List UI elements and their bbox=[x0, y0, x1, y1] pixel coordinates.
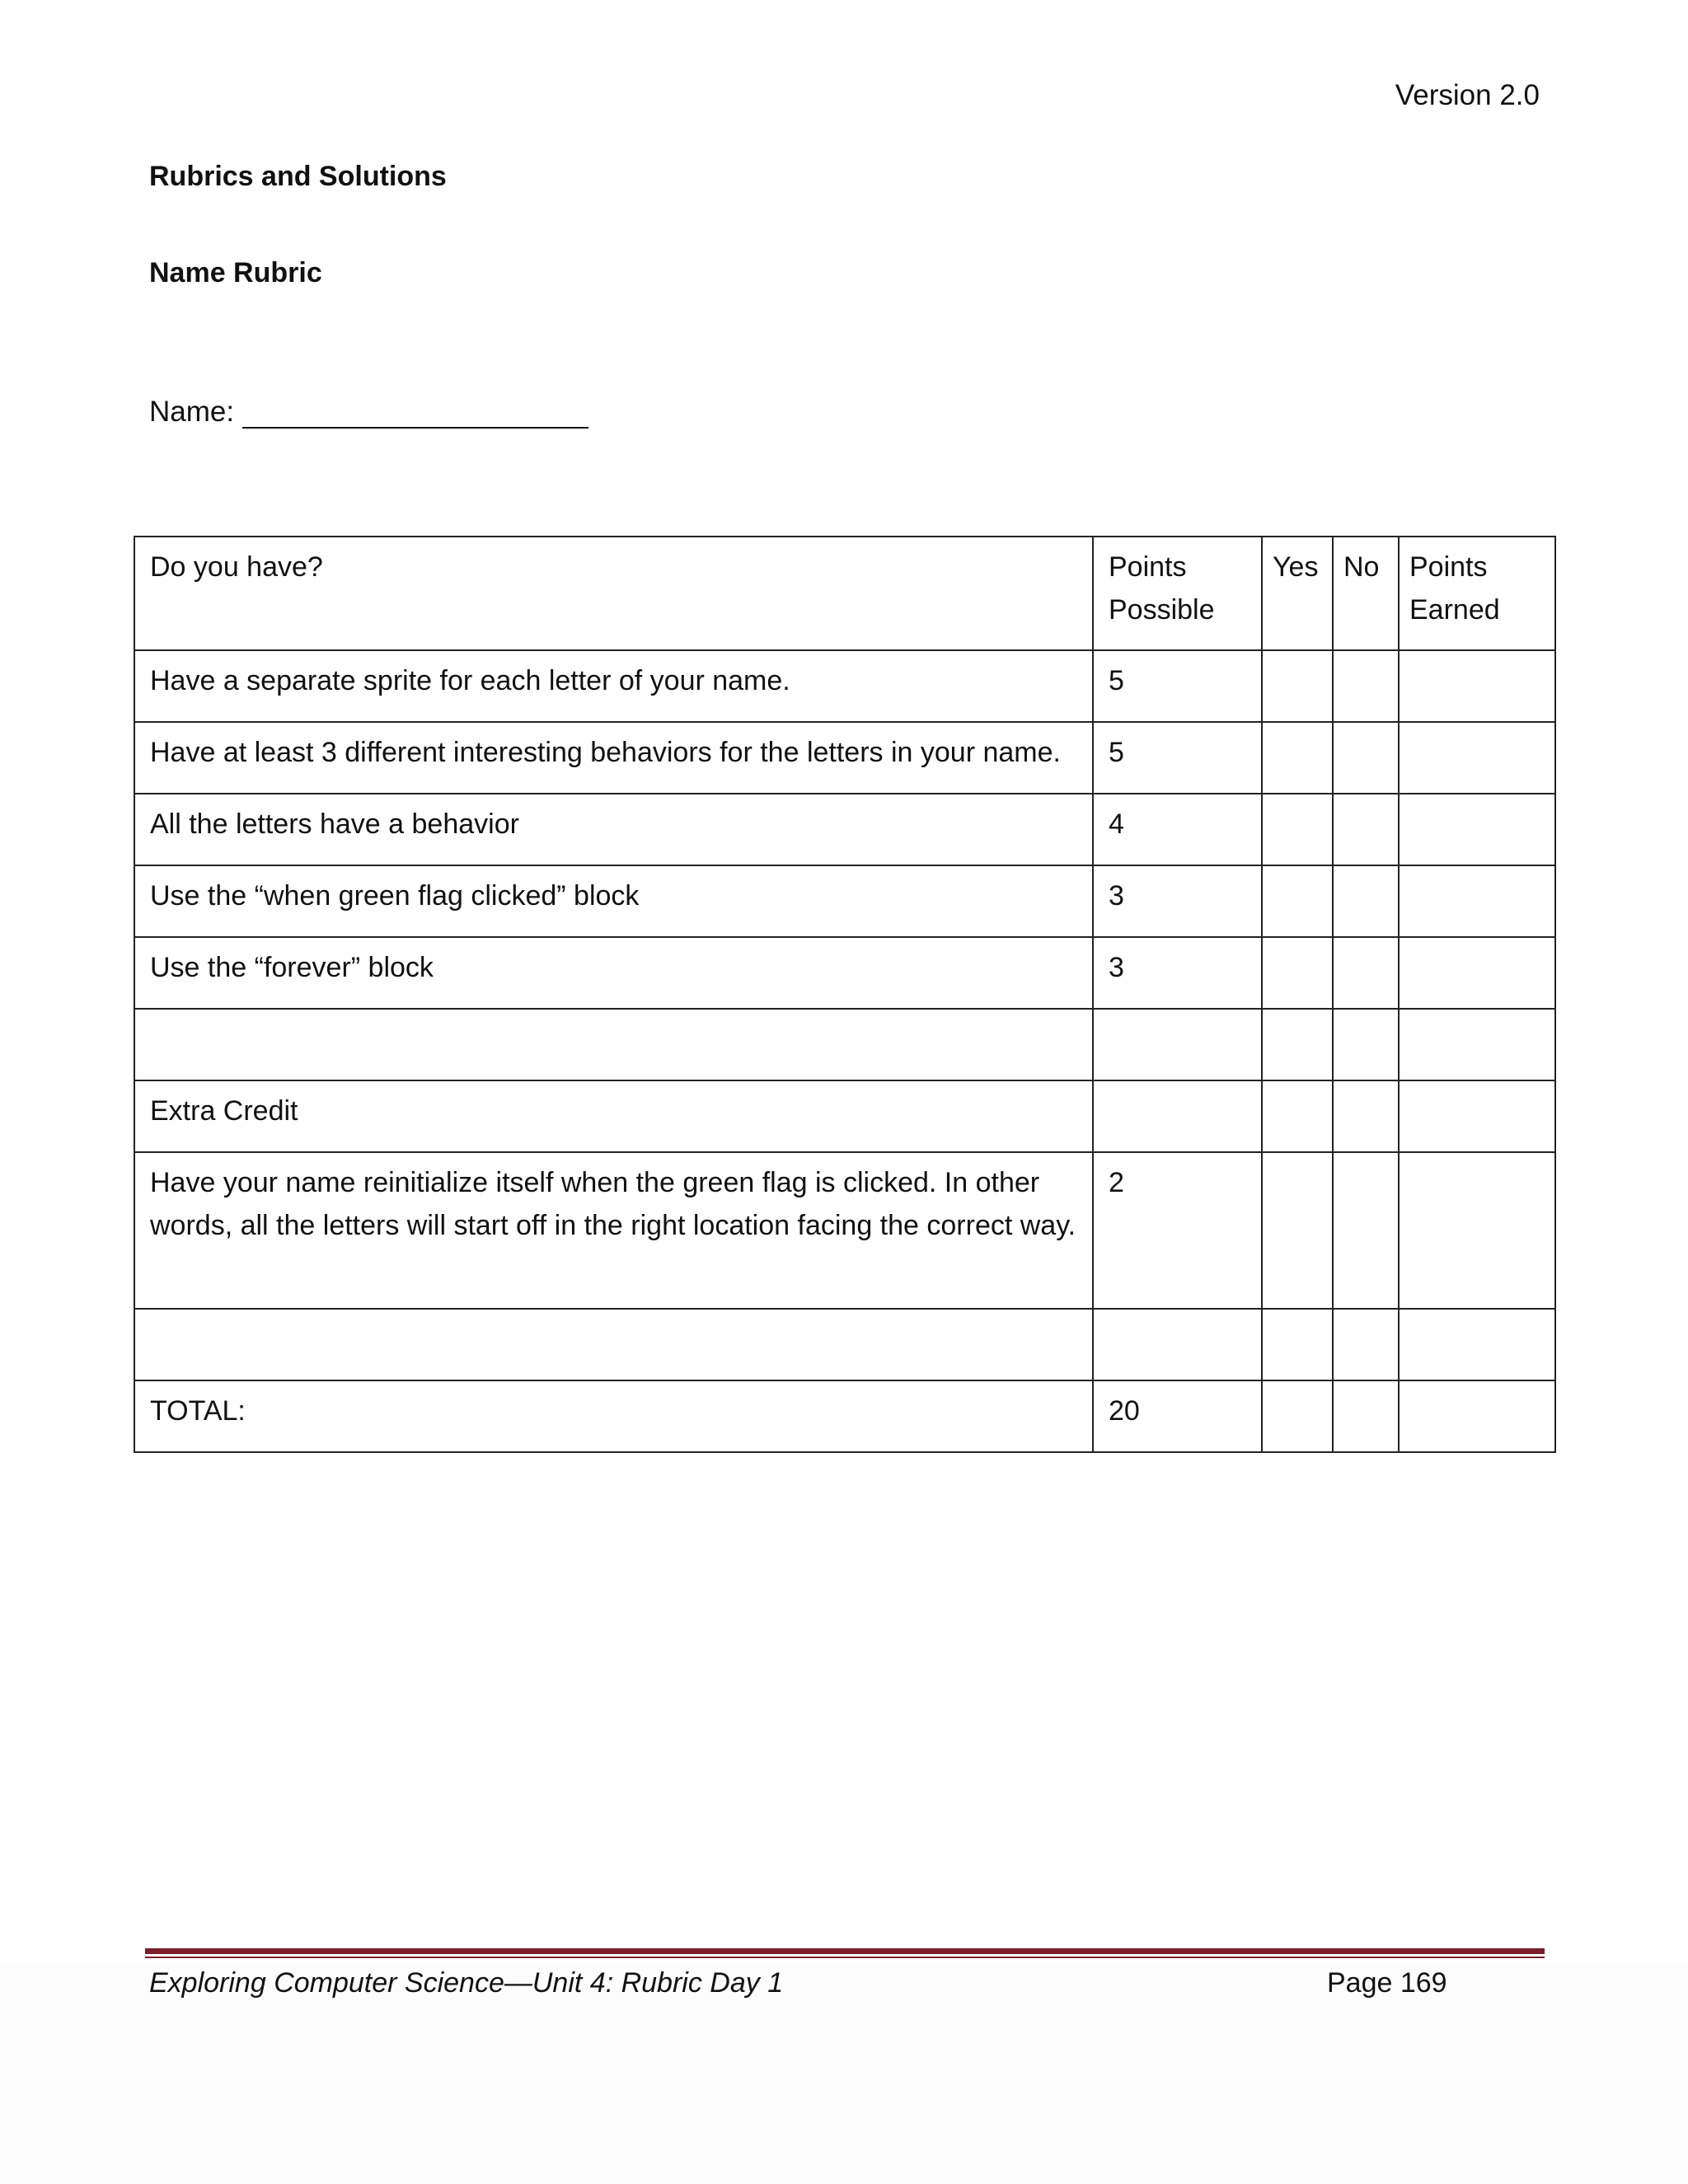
header-no: No bbox=[1333, 537, 1399, 650]
row-no-cell bbox=[1333, 937, 1399, 1009]
row-no-cell bbox=[1333, 1152, 1399, 1309]
row-earned-cell bbox=[1399, 1152, 1555, 1309]
table-row-empty bbox=[134, 1009, 1555, 1080]
row-no-cell bbox=[1333, 794, 1399, 865]
header-points-earned: Points Earned bbox=[1399, 537, 1555, 650]
footer-rule bbox=[145, 1948, 1545, 1958]
row-earned-cell bbox=[1399, 937, 1555, 1009]
row-earned-cell bbox=[1399, 1080, 1555, 1152]
name-blank-line bbox=[242, 397, 588, 429]
row-yes-cell bbox=[1262, 1309, 1333, 1380]
version-label: Version 2.0 bbox=[1395, 79, 1540, 111]
row-item bbox=[134, 1009, 1093, 1080]
total-points: 20 bbox=[1093, 1380, 1262, 1452]
footer-rule-thick bbox=[145, 1948, 1545, 1954]
row-no-cell bbox=[1333, 865, 1399, 937]
rubric-title: Name Rubric bbox=[149, 257, 322, 288]
row-yes-cell bbox=[1262, 794, 1333, 865]
row-earned-cell bbox=[1399, 1009, 1555, 1080]
row-points bbox=[1093, 1309, 1262, 1380]
row-earned-cell bbox=[1399, 650, 1555, 722]
row-earned-cell bbox=[1399, 722, 1555, 794]
footer-course-title: Exploring Computer Science—Unit 4: Rubric Day 1 bbox=[149, 1967, 784, 1999]
row-item: Have your name reinitialize itself when the green flag is clicked. In other words, all the letters will start off in the right location facing the correct way. bbox=[134, 1152, 1093, 1309]
table-header-row bbox=[134, 537, 1555, 650]
row-no-cell bbox=[1333, 1309, 1399, 1380]
row-no-cell bbox=[1333, 722, 1399, 794]
table-row bbox=[134, 650, 1555, 722]
row-item: Use the “when green flag clicked” block bbox=[134, 865, 1093, 937]
row-earned-cell bbox=[1399, 1309, 1555, 1380]
row-earned-cell bbox=[1399, 794, 1555, 865]
row-yes-cell bbox=[1262, 937, 1333, 1009]
row-points bbox=[1093, 1009, 1262, 1080]
row-points: 3 bbox=[1093, 937, 1262, 1009]
table-row-total bbox=[134, 1380, 1555, 1452]
row-item: All the letters have a behavior bbox=[134, 794, 1093, 865]
row-earned-cell bbox=[1399, 1380, 1555, 1452]
row-points: 5 bbox=[1093, 722, 1262, 794]
rubric-table bbox=[134, 536, 1556, 1453]
name-label: Name: bbox=[149, 396, 235, 428]
row-no-cell bbox=[1333, 1009, 1399, 1080]
table-row bbox=[134, 865, 1555, 937]
row-points bbox=[1093, 1080, 1262, 1152]
row-yes-cell bbox=[1262, 650, 1333, 722]
row-item bbox=[134, 1309, 1093, 1380]
row-yes-cell bbox=[1262, 1080, 1333, 1152]
total-label: TOTAL: bbox=[134, 1380, 1093, 1452]
row-earned-cell bbox=[1399, 865, 1555, 937]
header-yes: Yes bbox=[1262, 537, 1333, 650]
table-row-extra-credit-label bbox=[134, 1080, 1555, 1152]
table-row-empty bbox=[134, 1309, 1555, 1380]
row-points: 5 bbox=[1093, 650, 1262, 722]
table-row bbox=[134, 794, 1555, 865]
row-item: Have a separate sprite for each letter of your name. bbox=[134, 650, 1093, 722]
row-yes-cell bbox=[1262, 1380, 1333, 1452]
row-no-cell bbox=[1333, 650, 1399, 722]
row-yes-cell bbox=[1262, 722, 1333, 794]
table-row bbox=[134, 1152, 1555, 1309]
row-item: Have at least 3 different interesting behaviors for the letters in your name. bbox=[134, 722, 1093, 794]
row-item: Extra Credit bbox=[134, 1080, 1093, 1152]
row-item: Use the “forever” block bbox=[134, 937, 1093, 1009]
row-no-cell bbox=[1333, 1080, 1399, 1152]
footer-page-number: Page 169 bbox=[1327, 1967, 1447, 1999]
name-field bbox=[149, 396, 588, 429]
row-points: 2 bbox=[1093, 1152, 1262, 1309]
table-row bbox=[134, 937, 1555, 1009]
row-points: 3 bbox=[1093, 865, 1262, 937]
row-points: 4 bbox=[1093, 794, 1262, 865]
row-yes-cell bbox=[1262, 1152, 1333, 1309]
table-row bbox=[134, 722, 1555, 794]
document-title: Rubrics and Solutions bbox=[149, 161, 447, 192]
row-no-cell bbox=[1333, 1380, 1399, 1452]
header-do-you-have: Do you have? bbox=[134, 537, 1093, 650]
row-yes-cell bbox=[1262, 865, 1333, 937]
row-yes-cell bbox=[1262, 1009, 1333, 1080]
footer-rule-thin bbox=[145, 1957, 1545, 1958]
header-points-possible: Points Possible bbox=[1093, 537, 1262, 650]
